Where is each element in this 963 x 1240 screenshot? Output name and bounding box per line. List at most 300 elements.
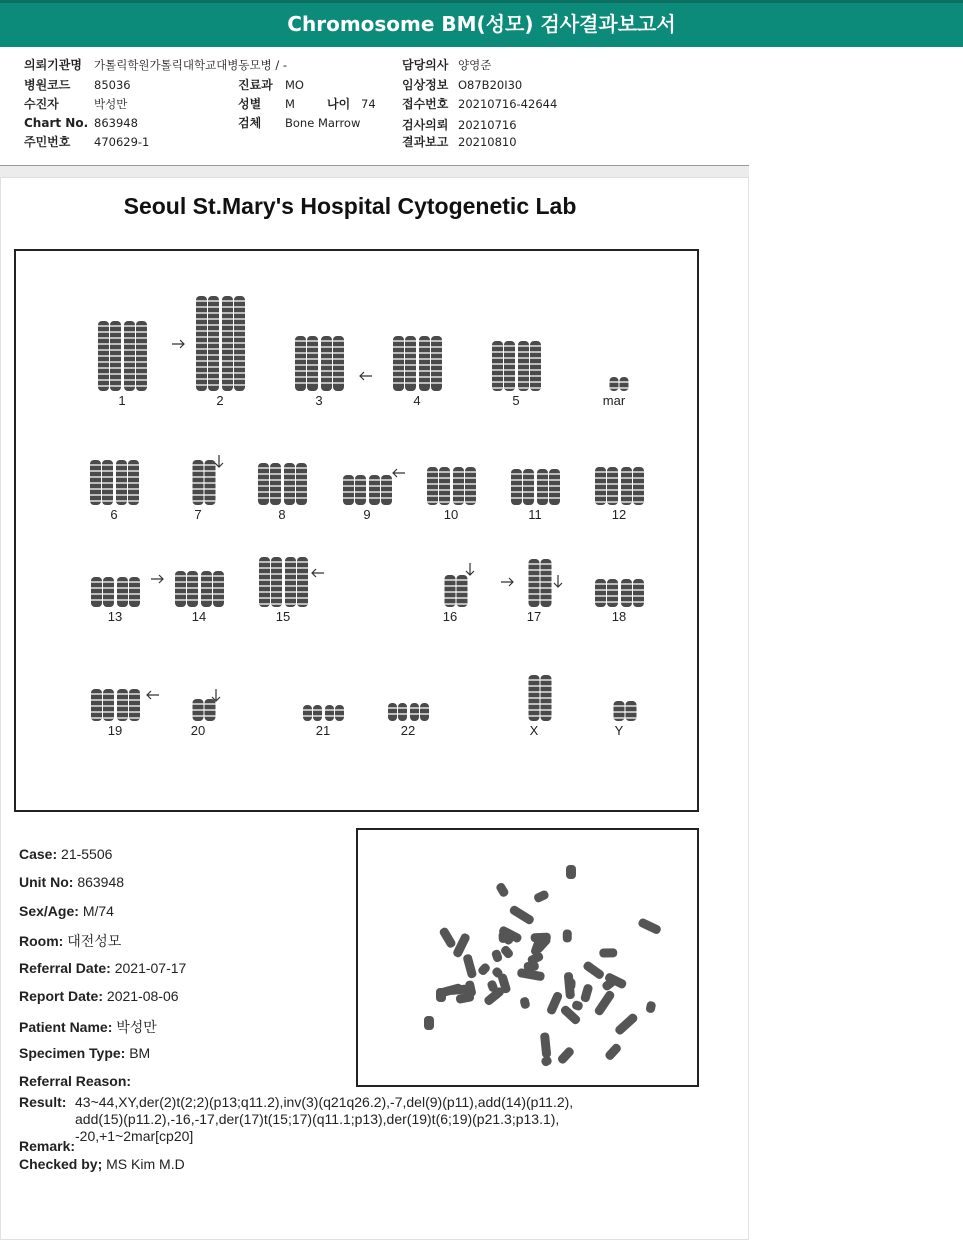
- chromosome-band: [296, 473, 307, 475]
- chromosome-band: [595, 595, 606, 597]
- metaphase-chromosome: [436, 988, 446, 1002]
- chromosome-band: [208, 312, 219, 314]
- chromosome-band: [234, 306, 245, 308]
- chromosome-band: [259, 603, 270, 605]
- chromosome-band: [136, 379, 147, 381]
- chromosome-band: [103, 699, 114, 701]
- chromosome-band: [208, 324, 219, 326]
- chromatid: [303, 705, 312, 721]
- chromosome-band: [518, 387, 529, 389]
- chromosome-band: [295, 358, 306, 360]
- unit-line: Unit No: 863948: [19, 874, 125, 890]
- chromosome-band: [529, 575, 540, 577]
- chromosome-band: [296, 479, 307, 481]
- chromosome-band: [297, 573, 308, 575]
- chromosome-band: [381, 491, 392, 493]
- chromosome-label: 18: [611, 609, 627, 624]
- chromosome-band: [117, 711, 128, 713]
- chromosome-band: [205, 494, 216, 496]
- chromosome-band: [98, 343, 109, 345]
- chromosome-band: [633, 483, 644, 485]
- chromosome-band: [405, 346, 416, 348]
- arrow-icon: [215, 455, 223, 467]
- chromosome-band: [529, 697, 540, 699]
- chromosome-label: 1: [118, 393, 126, 408]
- chromosome-band: [196, 378, 207, 380]
- chromatid: [297, 557, 308, 607]
- chromosome-band: [258, 497, 269, 499]
- chromosome-band: [427, 483, 438, 485]
- chromosome-band: [504, 357, 515, 359]
- chromosome-band: [234, 318, 245, 320]
- chromosome-label: 22: [400, 723, 416, 738]
- chromosome-band: [271, 585, 282, 587]
- chromosome-band: [633, 495, 644, 497]
- chromatid: [388, 703, 397, 721]
- chromosome-band: [110, 355, 121, 357]
- chromosome-band: [213, 593, 224, 595]
- chromosome-band: [529, 703, 540, 705]
- chromosome-band: [492, 351, 503, 353]
- chromosome-band: [295, 382, 306, 384]
- chromosome-band: [270, 479, 281, 481]
- chromosome-band: [91, 599, 102, 601]
- chromosome-band: [110, 337, 121, 339]
- chromosome-band: [103, 705, 114, 707]
- result-date-field: 결과보고 20210810: [402, 135, 517, 149]
- chromosome-band: [271, 573, 282, 575]
- chromosome-band: [208, 378, 219, 380]
- patient-info-panel: [0, 47, 963, 166]
- chromosome-band: [595, 483, 606, 485]
- chromosome-band: [431, 370, 442, 372]
- chromosome-band: [369, 485, 380, 487]
- chromosome-band: [607, 483, 618, 485]
- checked-by-line: Checked by; MS Kim M.D: [19, 1156, 185, 1172]
- chromosome-band: [537, 473, 548, 475]
- chromosome-band: [620, 381, 629, 383]
- chromosome-band: [355, 485, 366, 487]
- chromosome-band: [335, 709, 344, 711]
- chromosome-label: Y: [614, 723, 624, 738]
- institution-field: 의뢰기관명 가톨릭학원가톨릭대학교대병동모병 / -: [24, 58, 288, 72]
- metaphase-chromosome: [540, 1032, 551, 1058]
- chromosome-band: [270, 473, 281, 475]
- chromosome-band: [621, 501, 632, 503]
- chromosome-band: [530, 375, 541, 377]
- chromosome-band: [271, 561, 282, 563]
- chromosome-band: [445, 597, 456, 599]
- chromosome-band: [405, 382, 416, 384]
- chromosome-band: [128, 482, 139, 484]
- metaphase-chromosome: [614, 1012, 639, 1036]
- chromosome-band: [284, 485, 295, 487]
- chromosome-band: [196, 354, 207, 356]
- chromosome-band: [419, 340, 430, 342]
- chromosome-band: [98, 373, 109, 375]
- chromosome-band: [102, 488, 113, 490]
- chromosome-band: [91, 587, 102, 589]
- chromosome-band: [110, 331, 121, 333]
- metaphase-chromosome: [566, 865, 576, 879]
- chromosome-band: [117, 593, 128, 595]
- chromosome-band: [607, 583, 618, 585]
- chromosome-band: [103, 581, 114, 583]
- chromosome-band: [110, 349, 121, 351]
- chromosome-band: [504, 351, 515, 353]
- chromosome-band: [427, 501, 438, 503]
- chromosome-band: [541, 691, 552, 693]
- chromosome-band: [117, 599, 128, 601]
- chromosome-band: [614, 705, 625, 707]
- chromosome-band: [537, 485, 548, 487]
- chromosome-band: [271, 567, 282, 569]
- chromatid: [325, 705, 334, 721]
- chromosome-band: [333, 352, 344, 354]
- chromatid: [285, 557, 296, 607]
- chromosome-band: [614, 717, 625, 719]
- chromosome-band: [529, 563, 540, 565]
- chromosome-band: [465, 501, 476, 503]
- chromosome-band: [465, 477, 476, 479]
- chromosome-band: [208, 306, 219, 308]
- chromosome-band: [259, 567, 270, 569]
- chromosome-band: [297, 567, 308, 569]
- chromosome-band: [196, 312, 207, 314]
- chromosome-band: [427, 477, 438, 479]
- metaphase-chromosome: [477, 962, 492, 977]
- chromosome-band: [187, 587, 198, 589]
- chromosome-band: [492, 375, 503, 377]
- chromosome-band: [136, 325, 147, 327]
- chromosome-band: [393, 346, 404, 348]
- chromosome-band: [343, 491, 354, 493]
- chromosome-band: [222, 384, 233, 386]
- chromosome-band: [445, 579, 456, 581]
- chromosome-band: [296, 491, 307, 493]
- chromosome-band: [98, 325, 109, 327]
- chromosome-band: [297, 597, 308, 599]
- chromosome-band: [529, 599, 540, 601]
- chromosome-band: [213, 599, 224, 601]
- chromosome-band: [175, 581, 186, 583]
- metaphase-chromosome: [462, 953, 477, 979]
- chromosome-band: [398, 707, 407, 709]
- chromosome-band: [541, 593, 552, 595]
- chromosome-band: [116, 488, 127, 490]
- chromosome-band: [541, 599, 552, 601]
- chromosome-band: [529, 593, 540, 595]
- chromosome-band: [136, 361, 147, 363]
- chromosome-band: [307, 382, 318, 384]
- metaphase-chromosome: [438, 926, 457, 949]
- chromosome-band: [98, 367, 109, 369]
- chromosome-band: [90, 488, 101, 490]
- chromosome-band: [117, 581, 128, 583]
- chromosome-band: [393, 340, 404, 342]
- chromosome-band: [196, 366, 207, 368]
- chromosome-band: [196, 360, 207, 362]
- chromosome-band: [208, 354, 219, 356]
- chromosome-band: [128, 500, 139, 502]
- chromosome-band: [419, 346, 430, 348]
- chromosome-band: [465, 483, 476, 485]
- metaphase-chromosome: [540, 1055, 553, 1067]
- chromosome-band: [258, 491, 269, 493]
- chromosome-band: [285, 597, 296, 599]
- chromosome-band: [307, 370, 318, 372]
- chromosome-band: [518, 363, 529, 365]
- metaphase-chromosome: [582, 960, 606, 981]
- chromosome-band: [307, 376, 318, 378]
- chromosome-band: [381, 497, 392, 499]
- chromosome-band: [325, 709, 334, 711]
- chromosome-band: [529, 581, 540, 583]
- chromosome-band: [595, 501, 606, 503]
- chromosome-band: [129, 587, 140, 589]
- chromosome-band: [529, 587, 540, 589]
- chromosome-band: [621, 483, 632, 485]
- report-date-line: Report Date: 2021-08-06: [19, 988, 179, 1004]
- chromosome-band: [234, 372, 245, 374]
- chromatid: [271, 557, 282, 607]
- chromosome-band: [258, 485, 269, 487]
- chromosome-label: 14: [191, 609, 207, 624]
- chromosome-band: [98, 385, 109, 387]
- chromosome-band: [523, 491, 534, 493]
- chromosome-band: [124, 367, 135, 369]
- chromosome-band: [541, 575, 552, 577]
- chromosome-label: 19: [107, 723, 123, 738]
- chromosome-band: [98, 331, 109, 333]
- metaphase-chromosome: [546, 991, 564, 1016]
- chromosome-band: [116, 482, 127, 484]
- chromosome-band: [369, 497, 380, 499]
- chromosome-band: [175, 587, 186, 589]
- chromosome-band: [222, 306, 233, 308]
- chromosome-label: 21: [315, 723, 331, 738]
- chromosome-band: [124, 343, 135, 345]
- arrow-icon: [172, 340, 184, 348]
- chromosome-band: [457, 591, 468, 593]
- chromosome-band: [381, 485, 392, 487]
- chromosome-band: [129, 711, 140, 713]
- chromosome-band: [196, 384, 207, 386]
- chromosome-band: [410, 707, 419, 709]
- chromosome-band: [296, 497, 307, 499]
- chromosome-band: [234, 348, 245, 350]
- metaphase-chromosome: [593, 989, 616, 1017]
- chromosome-band: [537, 479, 548, 481]
- chromosome-band: [457, 585, 468, 587]
- chromosome-band: [405, 370, 416, 372]
- chromosome-band: [110, 373, 121, 375]
- chromosome-band: [431, 352, 442, 354]
- chromosome-band: [518, 351, 529, 353]
- chromatid: [504, 341, 515, 391]
- chromosome-band: [98, 337, 109, 339]
- chromosome-band: [530, 387, 541, 389]
- metaphase-chromosome: [637, 917, 662, 935]
- chromosome-band: [621, 495, 632, 497]
- chromosome-band: [541, 587, 552, 589]
- chromosome-band: [541, 563, 552, 565]
- chromosome-band: [103, 587, 114, 589]
- chromosome-band: [626, 717, 637, 719]
- chromosome-band: [208, 342, 219, 344]
- abnormality-arrows: [147, 340, 562, 701]
- chromosome-band: [369, 491, 380, 493]
- chromosome-label: 2: [216, 393, 224, 408]
- chromosome-label: 11: [528, 507, 542, 522]
- chromosome-band: [222, 330, 233, 332]
- chromosome-band: [136, 337, 147, 339]
- chromosome-band: [393, 382, 404, 384]
- chromosome-band: [90, 464, 101, 466]
- arrow-icon: [212, 689, 220, 701]
- metaphase-spread: [358, 830, 697, 1085]
- chromosome-band: [285, 585, 296, 587]
- chromosome-band: [621, 477, 632, 479]
- chromosome-band: [457, 579, 468, 581]
- chromosome-band: [193, 703, 204, 705]
- chromosome-band: [295, 346, 306, 348]
- chromosome-band: [193, 464, 204, 466]
- chromosome-band: [549, 473, 560, 475]
- chromosome-band: [607, 471, 618, 473]
- chromosome-band: [124, 385, 135, 387]
- chromosome-band: [541, 709, 552, 711]
- chromosome-band: [259, 579, 270, 581]
- report-title: Chromosome BM(성모) 검사결과보고서: [287, 12, 676, 36]
- metaphase-chromosome: [533, 889, 550, 903]
- chromosome-band: [465, 471, 476, 473]
- chromosome-label: mar: [602, 393, 626, 408]
- chromosome-band: [595, 583, 606, 585]
- chromosome-band: [511, 497, 522, 499]
- chromosome-band: [91, 593, 102, 595]
- chromosome-band: [297, 579, 308, 581]
- rrn-field: 주민번호 470629-1: [24, 135, 150, 149]
- chromosome-band: [208, 330, 219, 332]
- chromosome-band: [124, 373, 135, 375]
- chromosome-band: [420, 707, 429, 709]
- chromosome-band: [196, 372, 207, 374]
- chromosome-band: [124, 379, 135, 381]
- chromosome-band: [295, 352, 306, 354]
- chromosome-band: [530, 369, 541, 371]
- chromosome-band: [492, 357, 503, 359]
- chromosome-band: [607, 501, 618, 503]
- chromosome-band: [234, 366, 245, 368]
- chromosome-band: [222, 372, 233, 374]
- referral-date-line: Referral Date: 2021-07-17: [19, 960, 187, 976]
- chromosome-band: [333, 340, 344, 342]
- chromosome-band: [398, 713, 407, 715]
- chromosome-band: [175, 599, 186, 601]
- chromosome-band: [205, 482, 216, 484]
- chromosome-band: [529, 679, 540, 681]
- metaphase-chromosome: [495, 882, 510, 899]
- chromosome-band: [511, 485, 522, 487]
- chromosome-band: [187, 581, 198, 583]
- chromosome-band: [208, 300, 219, 302]
- chromosome-band: [124, 325, 135, 327]
- chromosome-band: [321, 382, 332, 384]
- chromosome-band: [110, 343, 121, 345]
- chromosome-band: [633, 471, 644, 473]
- chromosome-band: [321, 364, 332, 366]
- arrow-icon: [501, 578, 513, 586]
- chromosome-band: [193, 709, 204, 711]
- chromosome-band: [175, 593, 186, 595]
- chromosome-band: [523, 497, 534, 499]
- chromosome-band: [303, 715, 312, 717]
- chromosome-band: [307, 352, 318, 354]
- chromosome-band: [541, 679, 552, 681]
- chromosome-band: [492, 387, 503, 389]
- chromosome-band: [504, 381, 515, 383]
- chromosome-band: [117, 699, 128, 701]
- chromosome-band: [124, 337, 135, 339]
- chromosome-band: [427, 495, 438, 497]
- chromosome-band: [529, 569, 540, 571]
- chromosome-band: [333, 376, 344, 378]
- chromosome-band: [504, 363, 515, 365]
- chromosome-band: [431, 346, 442, 348]
- chromosome-band: [633, 589, 644, 591]
- chromosome-band: [222, 378, 233, 380]
- chromosome-band: [103, 711, 114, 713]
- chromosome-band: [504, 345, 515, 347]
- chromosome-band: [271, 579, 282, 581]
- chromosome-band: [259, 561, 270, 563]
- chromosome-band: [193, 482, 204, 484]
- chromosome-band: [457, 597, 468, 599]
- chromosome-band: [321, 376, 332, 378]
- chromosome-band: [439, 477, 450, 479]
- chromosome-band: [91, 717, 102, 719]
- chromosome-band: [196, 348, 207, 350]
- chromosome-band: [303, 709, 312, 711]
- chromosome-band: [295, 364, 306, 366]
- chromosome-band: [307, 364, 318, 366]
- chromosome-band: [530, 345, 541, 347]
- chromosome-band: [128, 494, 139, 496]
- chromosome-band: [98, 355, 109, 357]
- chromosome-band: [607, 495, 618, 497]
- chromosome-band: [610, 381, 619, 383]
- chromosome-band: [270, 497, 281, 499]
- chromosome-band: [213, 575, 224, 577]
- chromosome-band: [431, 376, 442, 378]
- metaphase-chromosome: [599, 948, 617, 957]
- chromosome-band: [128, 488, 139, 490]
- chromosome-band: [90, 500, 101, 502]
- doctor-field: 담당의사 양영준: [402, 58, 492, 72]
- dept-field: 진료과 MO: [238, 78, 304, 92]
- chromosome-band: [405, 358, 416, 360]
- karyogram-figure: [16, 251, 697, 810]
- chromosome-band: [405, 376, 416, 378]
- chromosome-band: [259, 597, 270, 599]
- chromosome-band: [504, 375, 515, 377]
- chromosome-band: [511, 479, 522, 481]
- chromosome-band: [393, 370, 404, 372]
- chromosome-band: [208, 366, 219, 368]
- chromosome-band: [284, 479, 295, 481]
- chromosome-band: [117, 587, 128, 589]
